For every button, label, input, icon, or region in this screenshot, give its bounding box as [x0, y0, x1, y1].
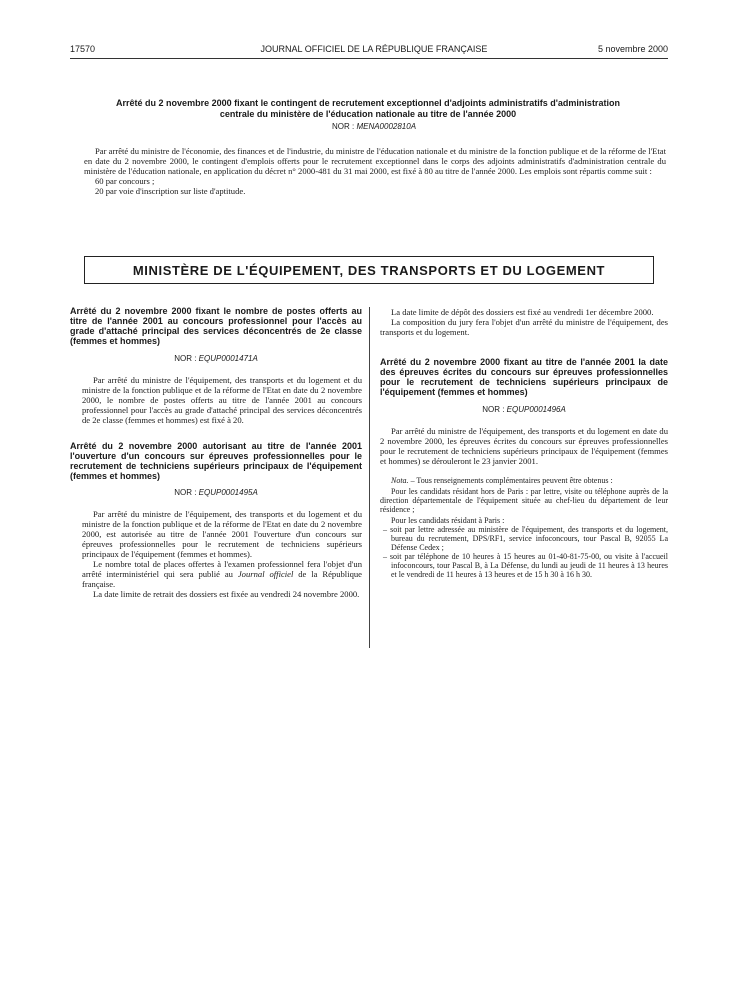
- article1-item: 20 par voie d'inscription sur liste d'aptitude.: [95, 186, 246, 196]
- issue-date: 5 novembre 2000: [597, 44, 668, 54]
- nor-label: NOR :: [482, 405, 505, 414]
- note-label: Nota.: [391, 476, 409, 485]
- article4-title: Arrêté du 2 novembre 2000 fixant au titre de l'année 2001 la date des épreuves écrites du concours sur épreuves professionnelles pour le recrutement de techniciens supérieurs principaux de l'équipement (femmes et hommes): [380, 357, 668, 397]
- left-column: [70, 306, 362, 599]
- note-paragraph: Pour les candidats résidant à Paris :: [391, 516, 505, 525]
- article3-paragraph: La composition du jury fera l'objet d'un arrêté du ministre de l'équipement, des transports et du logement.: [380, 317, 668, 337]
- journal-name: Journal officiel: [237, 569, 294, 579]
- article4-body: [380, 426, 668, 466]
- article3-paragraph: Par arrêté du ministre de l'équipement, des transports et du logement et du ministre de la fonction publique et de la réforme de l'Etat en date du 2 novembre 2000, est autorisée au titre de l'année 2001 l'ouverture d'un concours sur épreuves professionnelles pour le recrutement de techniciens supérieurs principaux de l'équipement (femmes et hommes).: [82, 509, 362, 559]
- article2-title: Arrêté du 2 novembre 2000 fixant le nombre de postes offerts au titre de l'année 2001 au concours professionnel pour l'accès au grade d'attaché principal des services déconcentrés de 2e classe (femmes et hommes): [70, 306, 362, 346]
- nor-code: EQUP0001495A: [198, 488, 258, 497]
- nor-code: EQUP0001496A: [506, 405, 566, 414]
- article1-item: 60 par concours ;: [95, 176, 155, 186]
- column-divider: [369, 307, 370, 648]
- note-list-item: – soit par téléphone de 10 heures à 15 heures au 01-40-81-75-00, ou visite à l'accueil infoconcours, tour Pascal B, à La Défense, du lundi au jeudi de 11 heures à 13 heures et le vendredi de 11 heures à 13 heures et de 15 h 30 à 16 h 30.: [383, 552, 668, 579]
- article1-paragraph: Par arrêté du ministre de l'économie, des finances et de l'industrie, du ministre de l'éducation nationale et du ministre de la fonction publique et de la réforme de l'Etat en date du 2 novembre 2000, le contingent d'emplois offerts pour le recrutement exceptionnel dans le corps des adjoints administratifs d'administration centrale du ministère de l'éducation nationale, en application du décret n° 2000-481 du 31 mai 2000, est fixé à 80 au titre de l'année 2000. Les emplois sont répartis comme suit :: [84, 146, 666, 176]
- article3-continued: [380, 307, 668, 337]
- note-list-item: – soit par lettre adressée au ministère de l'équipement, des transports et du logement, bureau du recrutement, DPS/RF1, service infoconcours, tour Pascal B, 92055 La Défense Cedex ;: [383, 525, 668, 552]
- article2-paragraph: Par arrêté du ministre de l'équipement, des transports et du logement et du ministre de la fonction publique et de la réforme de l'Etat en date du 2 novembre 2000, le nombre de postes offerts au titre de l'année 2001 au concours professionnel pour l'accès au grade d'attaché principal des services déconcentrés de 2e classe (femmes et hommes) est fixé à 20.: [82, 375, 362, 425]
- ministry-heading: [84, 256, 654, 284]
- nor-label: NOR :: [174, 488, 197, 497]
- right-column: [380, 307, 668, 579]
- article1-title: Arrêté du 2 novembre 2000 fixant le contingent de recrutement exceptionnel d'adjoints administratifs d'administration centrale du ministère de l'éducation nationale au titre de l'année 2000: [116, 98, 620, 119]
- article3-body: [82, 509, 362, 599]
- article3-paragraph: La date limite de retrait des dossiers est fixée au vendredi 24 novembre 2000.: [93, 589, 360, 599]
- article4-nor: [380, 405, 668, 414]
- journal-title: JOURNAL OFFICIEL DE LA RÉPUBLIQUE FRANÇAISE: [260, 44, 488, 54]
- article4-note: [380, 476, 668, 579]
- article1-nor: [0, 122, 748, 131]
- article4-paragraph: Par arrêté du ministre de l'équipement, des transports et du logement en date du 2 novembre 2000, les épreuves écrites du concours sur épreuves professionnelles pour le recrutement de techniciens supérieurs principaux de l'équipement (femmes et hommes) se dérouleront le 23 janvier 2001.: [380, 426, 668, 466]
- text-run: Le nombre total de places offertes à l'examen professionnel fera l'objet d'un arrêté interministériel qui sera publié au: [82, 559, 362, 579]
- note-text: – Tous renseignements complémentaires peuvent être obtenus :: [408, 476, 613, 485]
- article3-title: Arrêté du 2 novembre 2000 autorisant au titre de l'année 2001 l'ouverture d'un concours sur épreuves professionnelles pour le recrutement de techniciens supérieurs principaux de l'équipement (femmes et hommes): [70, 441, 362, 481]
- nor-label: NOR :: [174, 354, 197, 363]
- nor-code: EQUP0001471A: [198, 354, 258, 363]
- note-list: [380, 525, 668, 579]
- article2-body: [82, 375, 362, 425]
- note-intro: [380, 476, 668, 485]
- nor-label: NOR :: [331, 122, 355, 131]
- article1-body: [84, 146, 666, 196]
- page-number: 17570: [70, 44, 96, 54]
- text-run: de la République française.: [82, 569, 362, 589]
- article2-nor: [70, 354, 362, 363]
- ministry-heading-text: MINISTÈRE DE L'ÉQUIPEMENT, DES TRANSPORTS ET DU LOGEMENT: [132, 262, 606, 278]
- nor-code: MENA0002810A: [356, 122, 417, 131]
- note-paragraph: Pour les candidats résidant hors de Paris : par lettre, visite ou téléphone auprès de la direction départementale de l'équipement située au chef-lieu du département de leur résidence ;: [380, 487, 668, 514]
- article3-paragraph: [82, 559, 362, 589]
- article3-nor: [70, 488, 362, 497]
- header-rule: [70, 58, 668, 59]
- article3-paragraph: La date limite de dépôt des dossiers est fixé au vendredi 1er décembre 2000.: [391, 307, 654, 317]
